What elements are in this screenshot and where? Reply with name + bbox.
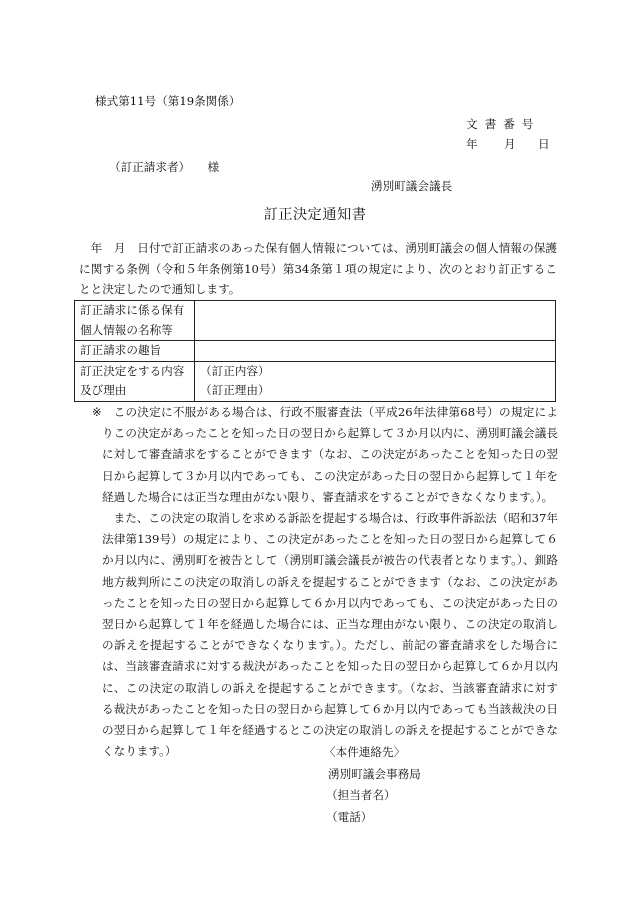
value-line: （訂正理由） — [200, 383, 270, 397]
document-number: 文書番号 — [466, 117, 541, 131]
table-row — [75, 301, 556, 341]
note-paragraph-review: この決定に不服がある場合は、行政不服審査法（平成26年法律第68号）の規定によりこの決定があったことを知った日の翌日から起算して３か月以内に、湧別町議会議長に対して審査請求をすることができます（なお、この決定があったことを知った日の翌日から起算して３か月以内であっても、この決定があった日の翌日から起算して１年を経過した場合には正当な理由がない限り、審査請求をすることができなくなります。）。 — [102, 405, 558, 504]
row-label — [75, 341, 195, 362]
row-value — [195, 361, 556, 401]
contact-block — [324, 742, 421, 828]
note-paragraph-lawsuit: また、この決定の取消しを求める訴訟を提起する場合は、行政事件訴訟法（昭和37年法律第139号）の規定により、この決定があったことを知った日の翌日から起算して６か月以内に、湧別町を被告として（湧別町議会議長が被告の代表者となります。）、釧路地方裁判所にこの決定の取消しの訴えを提起することができます（なお、この決定があったことを知った日の翌日から起算して６か月以内であっても、この決定があった日の翌日から起算して１年を経過した場合には、正当な理由がない限り、この決定の取消しの訴えを提起することができなくなります。）。ただし、前記の審査請求をした場合には、当該審査請求に対する裁決があったことを知った日の翌日から起算して６か月以内に、この決定の取消しの訴えを提起することができます。（なお、当該審査請求に対する裁決があったことを知った日の翌日から起算して６か月以内であっても当該裁決の日の翌日から起算して１年を経過するとこの決定の取消しの訴えを提起することができなくなります。） — [102, 511, 558, 759]
date-day: 日 — [538, 137, 550, 151]
row-value — [195, 341, 556, 362]
label-line: 訂正請求に係る保有 — [80, 303, 185, 317]
addressee: （訂正請求者） 様 — [109, 160, 220, 174]
value-line: （訂正内容） — [200, 363, 270, 378]
document-title: 訂正決定通知書 — [263, 207, 367, 223]
table-row — [75, 361, 556, 401]
contact-heading: 〈本件連絡先〉 — [324, 745, 406, 759]
table-row — [75, 341, 556, 362]
row-value — [195, 301, 556, 341]
date-month: 月 — [504, 137, 516, 151]
label-line: 訂正決定をする内容 — [80, 363, 185, 378]
row-label — [75, 361, 195, 401]
body-text — [79, 238, 557, 300]
issuer: 湧別町議会議長 — [371, 179, 453, 193]
row-label — [75, 301, 195, 341]
correction-info-table — [74, 300, 556, 402]
value-line — [200, 341, 550, 361]
note-body — [102, 402, 558, 762]
label-line: 個人情報の名称等 — [80, 322, 173, 337]
note-mark: ※ — [92, 405, 102, 419]
notes-section — [74, 402, 558, 762]
value-line — [200, 321, 550, 341]
label-line: 及び理由 — [80, 383, 127, 397]
contact-office: 湧別町議会事務局 — [328, 766, 421, 781]
label-line: 訂正請求の趣旨 — [80, 343, 162, 357]
contact-phone: （電話） — [326, 809, 373, 824]
contact-person: （担当者名） — [326, 788, 396, 803]
date-year: 年 — [466, 137, 478, 151]
body-paragraph: 年 月 日付で訂正請求のあった保有個人情報については、湧別町議会の個人情報の保護に関する条例（令和５年条例第10号）第34条第１項の規定により、次のとおり訂正することと決定したので通知します。 — [79, 241, 557, 296]
form-number: 様式第11号（第19条関係） — [95, 94, 241, 108]
value-line — [200, 301, 550, 321]
